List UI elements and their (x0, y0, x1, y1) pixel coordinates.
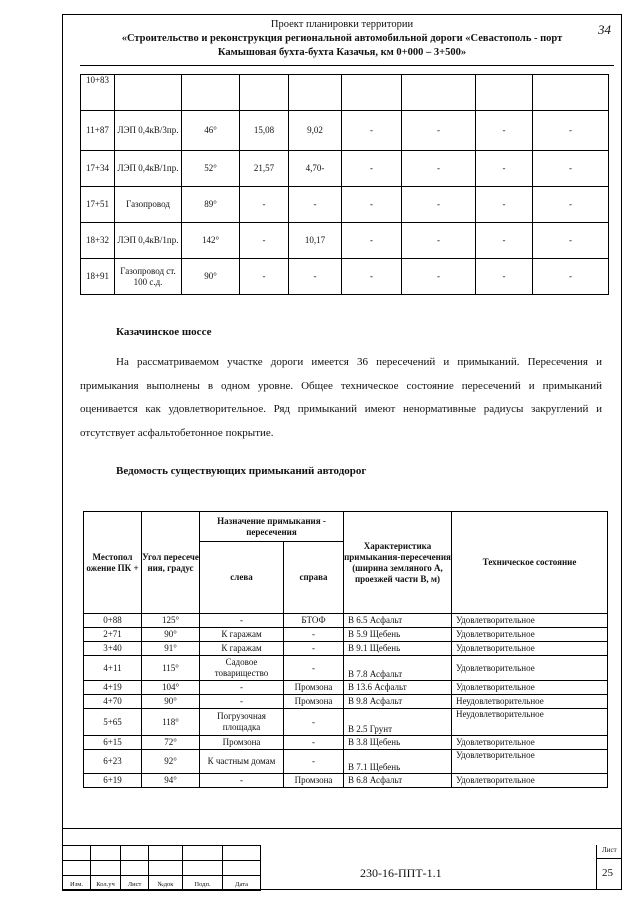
sheet-number: 25 (602, 867, 613, 879)
table-cell: - (284, 628, 344, 642)
table-row (81, 151, 609, 187)
table-row (84, 614, 608, 628)
table-row (84, 681, 608, 695)
table-cell: 9,02 (289, 111, 342, 151)
th-characteristic: Характеристика примыкания-пересечения (ширина земляного А, проезжей части В, м) (344, 512, 452, 614)
table-cell: - (240, 223, 289, 259)
th-condition: Техническое состояние (452, 512, 608, 614)
table-cell: 92° (142, 750, 200, 774)
table-cell: 4+70 (84, 695, 142, 709)
table-cell: - (342, 151, 402, 187)
table-cell: - (284, 709, 344, 736)
table-cell: Удовлетворительное (452, 656, 608, 681)
stamp-label: Лист (121, 876, 149, 891)
table-cell: В 6.5 Асфальт (344, 614, 452, 628)
table-cell: - (533, 259, 609, 295)
table-row (84, 709, 608, 736)
table-cell: 17+51 (81, 187, 115, 223)
table-cell: Промзона (284, 695, 344, 709)
table-cell: - (342, 111, 402, 151)
table-cell: 125° (142, 614, 200, 628)
table-row (84, 628, 608, 642)
page-corner-number: 34 (598, 22, 611, 37)
table-cell: Удовлетворительное (452, 681, 608, 695)
section-paragraph: На рассматриваемом участке дороги имеется 36 пересечений и примыканий. Пересечения и примыкания выполнены в одном уровне. Общее техническое состояние пересечений и примыканий оценивается как удовлетворительное. Ряд примыканий имеют ненормативные радиусы закруглений и отсутствует асфальтобетонное покрытие. (80, 356, 602, 439)
th-location: Местопол ожение ПК + (84, 512, 142, 614)
th-purpose: Назначение примыкания - пересечения (200, 512, 344, 542)
table-cell: Удовлетворительное (452, 774, 608, 788)
table-cell: 115° (142, 656, 200, 681)
table-cell: - (402, 111, 476, 151)
table-cell: В 7.8 Асфальт (344, 656, 452, 681)
table-cell: В 5.9 Щебень (344, 628, 452, 642)
table-cell: 2+71 (84, 628, 142, 642)
th-right: справа (284, 542, 344, 614)
sheet-cell-divider (596, 858, 622, 859)
table-cell: Удовлетворительное (452, 750, 608, 774)
table-cell: В 3.8 Щебень (344, 736, 452, 750)
table-row (84, 695, 608, 709)
table-cell: Удовлетворительное (452, 736, 608, 750)
table-cell: 21,57 (240, 151, 289, 187)
table-row (81, 223, 609, 259)
document-code: 230-16-ППТ-1.1 (360, 866, 442, 880)
table-row (84, 642, 608, 656)
table-cell: 104° (142, 681, 200, 695)
table-cell (476, 75, 533, 111)
table-cell: - (200, 695, 284, 709)
stamp-top-border (62, 828, 622, 829)
table-cell (342, 75, 402, 111)
table-cell: 6+15 (84, 736, 142, 750)
table-cell: Удовлетворительное (452, 642, 608, 656)
table-cell: Газопровод ст. 100 с.д. (115, 259, 182, 295)
table-cell: ЛЭП 0,4кВ/1пр. (115, 151, 182, 187)
document-header (62, 18, 622, 60)
header-line-1: Проект планировки территории (270, 19, 414, 30)
table-cell: 18+91 (81, 259, 115, 295)
table-cell (182, 75, 240, 111)
table-cell: Промзона (284, 681, 344, 695)
stamp-label: Изм. (63, 876, 91, 891)
table-cell (289, 75, 342, 111)
table-cell: Садовое товарищество (200, 656, 284, 681)
table-cell: 10,17 (289, 223, 342, 259)
table-cell: 6+19 (84, 774, 142, 788)
table-cell: 3+40 (84, 642, 142, 656)
table-cell: - (342, 259, 402, 295)
table-cell: - (289, 187, 342, 223)
table-row (84, 774, 608, 788)
table-cell: 6+23 (84, 750, 142, 774)
table-cell (240, 75, 289, 111)
table-cell: 10+83 (81, 75, 115, 111)
stamp-label: Дата (223, 876, 261, 891)
th-angle: Угол пересече ния, градус (142, 512, 200, 614)
table-cell: 118° (142, 709, 200, 736)
table-cell: 90° (142, 628, 200, 642)
table-cell: - (402, 151, 476, 187)
table-cell: Удовлетворительное (452, 614, 608, 628)
table-cell: 18+32 (81, 223, 115, 259)
table-cell: 0+88 (84, 614, 142, 628)
table-cell: - (402, 223, 476, 259)
table-cell: 142° (182, 223, 240, 259)
table-cell: Промзона (200, 736, 284, 750)
table-row (84, 750, 608, 774)
table-cell: 94° (142, 774, 200, 788)
table-cell (115, 75, 182, 111)
table-cell: - (200, 614, 284, 628)
table-cell: 91° (142, 642, 200, 656)
table-cell: - (476, 111, 533, 151)
stamp-label: Кол.уч (91, 876, 121, 891)
section-title: Казачинское шоссе (116, 326, 212, 338)
table-cell: Погрузочная площадка (200, 709, 284, 736)
sheet-label: Лист (602, 846, 617, 854)
stamp-label: Подп. (183, 876, 223, 891)
table-cell: - (476, 151, 533, 187)
table-cell: Удовлетворительное (452, 628, 608, 642)
table-cell: - (284, 656, 344, 681)
table-cell: В 9.8 Асфальт (344, 695, 452, 709)
table-cell: Промзона (284, 774, 344, 788)
table-cell: 4+11 (84, 656, 142, 681)
table-row (81, 111, 609, 151)
table-cell: 89° (182, 187, 240, 223)
table-cell: - (533, 151, 609, 187)
table-cell: Газопровод (115, 187, 182, 223)
table-cell: 46° (182, 111, 240, 151)
table-cell: ЛЭП 0,4кВ/3пр. (115, 111, 182, 151)
table-cell: 52° (182, 151, 240, 187)
table-cell (402, 75, 476, 111)
table-cell: ЛЭП 0,4кВ/1пр. (115, 223, 182, 259)
th-left: слева (200, 542, 284, 614)
table-cell: - (200, 681, 284, 695)
table-cell: - (284, 750, 344, 774)
table-cell: Неудовлетворительное (452, 709, 608, 736)
table-cell: БТОФ (284, 614, 344, 628)
table-cell: 4+19 (84, 681, 142, 695)
table-cell: К гаражам (200, 628, 284, 642)
stamp-label: №док (149, 876, 183, 891)
table-cell: - (476, 223, 533, 259)
table-row (81, 75, 609, 111)
table-row (81, 187, 609, 223)
table-cell: - (284, 642, 344, 656)
table-cell: 5+65 (84, 709, 142, 736)
header-divider (80, 65, 614, 66)
table-cell: - (342, 187, 402, 223)
table-cell: В 13.6 Асфальт (344, 681, 452, 695)
table-cell: Неудовлетворительное (452, 695, 608, 709)
table-cell: - (476, 187, 533, 223)
table-cell: - (200, 774, 284, 788)
header-line-2: «Строительство и реконструкция региональной автомобильной дороги «Севастополь - порт (121, 33, 563, 44)
table-cell: - (284, 736, 344, 750)
table-cell: 90° (182, 259, 240, 295)
table-cell: 72° (142, 736, 200, 750)
table-cell: - (402, 187, 476, 223)
table-cell: В 6.8 Асфальт (344, 774, 452, 788)
table-cell: В 7.1 Щебень (344, 750, 452, 774)
table-cell: - (533, 187, 609, 223)
table-cell: - (240, 187, 289, 223)
table-cell: 90° (142, 695, 200, 709)
table-cell (533, 75, 609, 111)
table-cell: - (533, 223, 609, 259)
table-title: Ведомость существующих примыканий автодорог (116, 465, 367, 477)
table-cell: - (476, 259, 533, 295)
table-cell: - (533, 111, 609, 151)
table-cell: В 2.5 Грунт (344, 709, 452, 736)
crossings-table (80, 74, 609, 295)
table-cell: - (342, 223, 402, 259)
table-cell: К гаражам (200, 642, 284, 656)
table-cell: В 9.1 Щебень (344, 642, 452, 656)
table-cell: К частным домам (200, 750, 284, 774)
junctions-table (83, 511, 608, 788)
table-row (84, 656, 608, 681)
table-cell: 17+34 (81, 151, 115, 187)
sheet-cell-border (596, 845, 597, 890)
header-line-3: Камышовая бухта-бухта Казачья, км 0+000 – 3+500» (217, 47, 467, 58)
table-cell: 4,70- (289, 151, 342, 187)
table-row (84, 736, 608, 750)
title-block-grid (62, 845, 261, 891)
table-cell: - (240, 259, 289, 295)
table-cell: 11+87 (81, 111, 115, 151)
table-cell: - (402, 259, 476, 295)
table-cell: 15,08 (240, 111, 289, 151)
table-cell: - (289, 259, 342, 295)
table-row (81, 259, 609, 295)
